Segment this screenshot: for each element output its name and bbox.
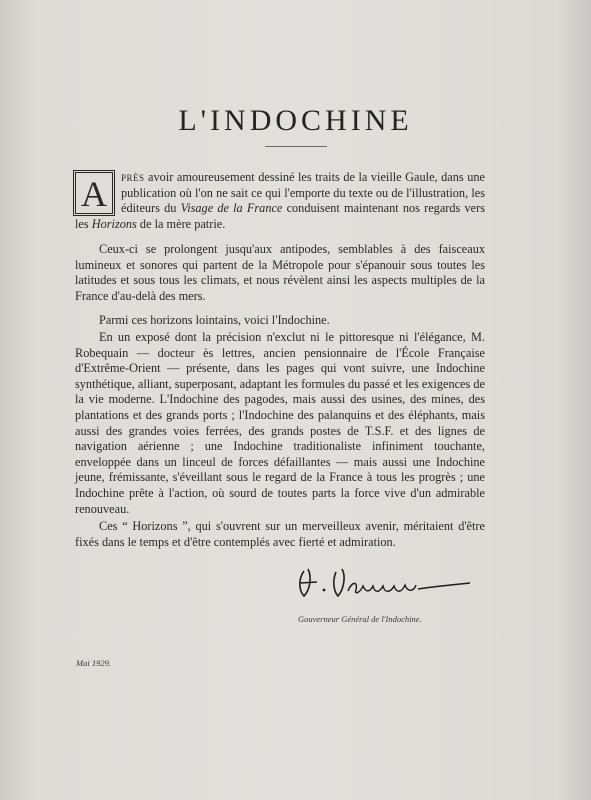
intro-text-a: avoir amoureusement dessiné les traits de la vieille Gaule, dans une publication où l'on ne sait ce qui l'emporte du texte ou de l'illustration, les éditeurs du xyxy=(121,170,485,216)
title-rule xyxy=(265,146,327,147)
signature xyxy=(290,563,475,607)
drop-cap: A xyxy=(75,172,113,214)
intro-italic-visage: Visage de la France xyxy=(180,201,283,216)
intro-text-b: conduisent maintenant nos regards vers les xyxy=(75,201,485,231)
intro-italic-horizons: Horizons xyxy=(91,216,137,231)
page-title: L'INDOCHINE xyxy=(178,104,413,137)
date-line: Mai 1929. xyxy=(76,658,111,668)
intro-paragraph xyxy=(75,170,485,232)
paragraph-antipodes: Ceux-ci se prolongent jusqu'aux antipodes, semblables à des faisceaux lumineux et sonores qui partent de la Métropole pour s'épanouir sous toutes les latitudes et sous tous les climats, et nous révèlent ainsi les aspects multiples de la France d'au-delà des mers. xyxy=(75,242,485,303)
signature-caption: Gouverneur Général de l'Indochine. xyxy=(298,614,422,624)
intro-text-c: de la mère patrie. xyxy=(136,216,226,231)
intro-smallcaps: près xyxy=(121,170,145,184)
paragraph-expose: En un exposé dont la précision n'exclut ni le pittoresque ni l'élégance, M. Robequain — docteur ès lettres, ancien pensionnaire de l'École Française d'Extrême-Orient — présente, dans les pages qui vont suivre, une Indochine synthétique, alliant, superposant, adaptant les formules du passé et les exigences de la vie moderne. L'Indochine des pagodes, mais aussi des usines, des mines, des plantations et des grands ports ; l'Indochine des palanquins et des éléphants, mais aussi des grandes voies ferrées, des grands postes de T.S.F. et des lignes de navigation aérienne ; une Indochine traditionaliste infiniment touchante, enveloppée dans un linceul de forces défaillantes — mais aussi une Indochine jeune, frémissante, s'éveillant sous le regard de la France à tous les progrès ; une Indochine prête à l'action, où sourd de toutes parts la force vive d'un admirable renouveau. xyxy=(75,330,485,516)
paragraph-horizons: Parmi ces horizons lointains, voici l'Indochine. xyxy=(99,313,330,327)
paragraph-conclusion: Ces “ Horizons ”, qui s'ouvrent sur un merveilleux avenir, méritaient d'être fixés dans le temps et d'être contemplés avec fierté et admiration. xyxy=(75,519,485,549)
